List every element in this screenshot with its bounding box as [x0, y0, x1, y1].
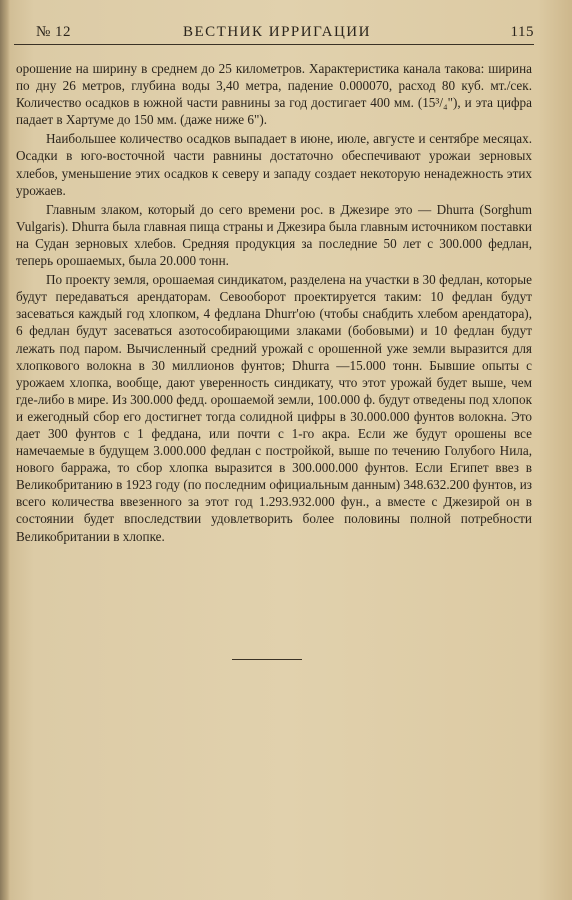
page-number: 115 [510, 24, 534, 40]
journal-title: ВЕСТНИК ИРРИГАЦИИ [183, 24, 371, 40]
article-body [16, 60, 532, 547]
paragraph: орошение на ширину в среднем до 25 километров. Характеристика канала такова: ширина по дну 26 метров, глубина воды 3,40 метра, падение 0.000070, расход 80 куб. мт./сек. Количество осадков в южной части равнины за год достигает 400 мм. (15³/₄"), и эта цифра падает в Хартуме до 150 мм. (даже ниже 6"). [16, 61, 532, 128]
paragraph: По проекту земля, орошаемая синдикатом, разделена на участки в 30 федлан, которые будут передаваться арендаторам. Севооборот проектируется таким: 10 федлан будут засеваться каждый год хлопком, 4 федлана Dhurr'ою (чтобы снабдить хлебом арендатора), 6 федлан будут засеваться азотособирающими злаками (бобовыми) и 10 федлан будут лежать под паром. Вычисленный средний урожай с орошенной уже земли выразится для хлопкового волокна в 30 миллионов фунтов; Dhurra —15.000 тонн. Бывшие опыты с урожаем хлопка, вообще, дают уверенность синдикату, что этот урожай будет выше, чем где-либо в мире. Из 300.000 федд. орошаемой земли, 100.000 ф. будут отведены под хлопок и ежегодный сбор его достигнет тогда солидной цифры в 30.000.000 фунтов волокна. Это дает 300 фунтов с 1 феддана, или почти с 1-го акра. Если же будут орошены все намечаемые в будущем 3.000.000 федлан с постройкой, выше по течению Голубого Нила, нового барража, то сбор хлопка выразится в 300.000.000 фунтов. Если Египет ввез в Великобританию в 1923 году (по последним официальным данным) 348.632.200 фунтов, из всего количества ввезенного за этот год 1.293.932.000 фун., а вместе с Джезирой он в состоянии будет впоследствии удовлетворить более половины полной потребности Великобритании в хлопке. [16, 272, 532, 544]
section-divider [232, 659, 302, 660]
issue-number: № 12 [36, 24, 72, 40]
paragraph: Главным злаком, который до сего времени рос. в Джезире это — Dhurra (Sorghum Vulgaris). Dhurra была главная пища страны и Джезира была главным источником поставки на Судан зерновых хлебов. Средняя продукция за последние 50 лет с 300.000 федлан, теперь орошаемых, была 20.000 тонн. [16, 201, 532, 269]
binding-shadow [0, 0, 10, 900]
paragraph: Наибольшее количество осадков выпадает в июне, июле, августе и сентябре месяцах. Осадки в юго-восточной части равнины достаточно обеспечивают урожаи зерновых хлебов, уменьшение этих осадков к северу и западу создает некоторую ненадежность этих урожаев. [16, 131, 532, 198]
running-header [20, 24, 534, 44]
header-rule [14, 44, 534, 45]
